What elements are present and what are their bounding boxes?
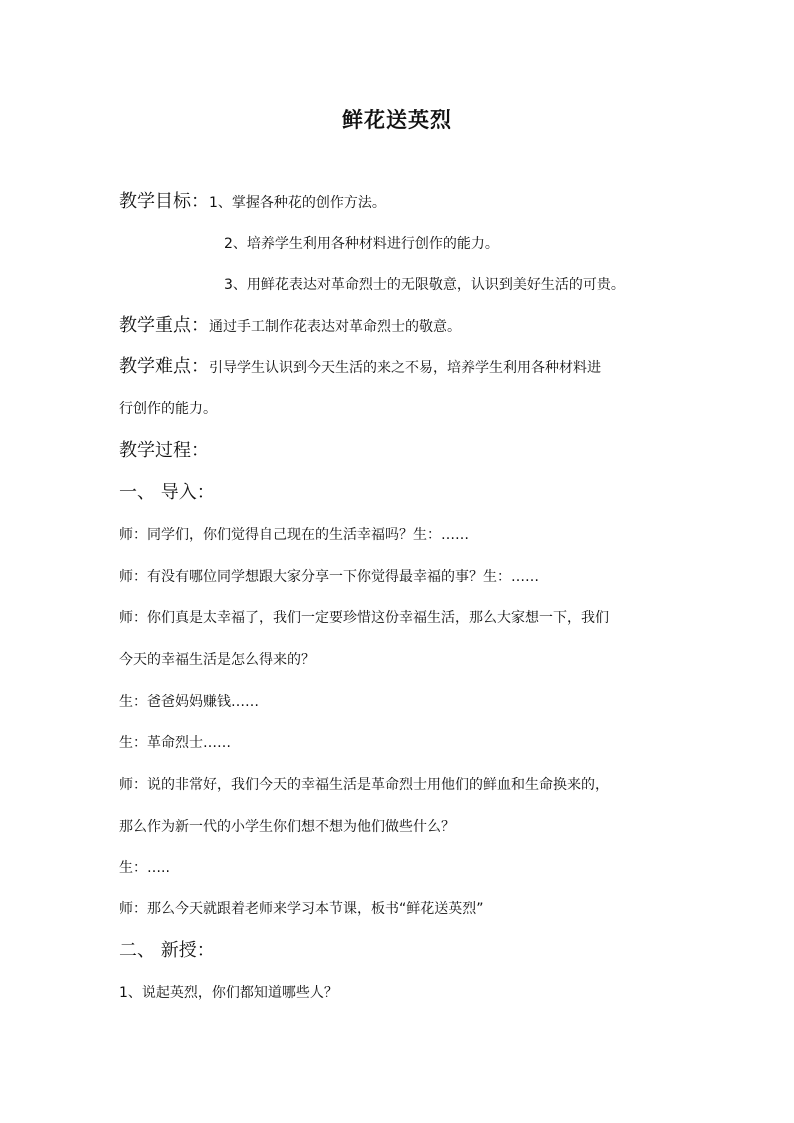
difficulty-label: 教学难点： xyxy=(119,356,209,377)
dialogue-line: 生：革命烈士…… xyxy=(119,735,231,751)
key-point-text: 通过手工制作花表达对革命烈士的敬意。 xyxy=(209,319,461,335)
key-point-line xyxy=(119,316,461,337)
objective-item-2: 2、培养学生利用各种材料进行创作的能力。 xyxy=(224,236,499,252)
document-title: 鲜花送英烈 xyxy=(342,108,452,132)
objective-item-3: 3、用鲜花表达对革命烈士的无限敬意，认识到美好生活的可贵。 xyxy=(224,277,625,293)
dialogue-line: 师：你们真是太幸福了，我们一定要珍惜这份幸福生活，那么大家想一下，我们 xyxy=(119,610,609,626)
dialogue-line: 师：说的非常好，我们今天的幸福生活是革命烈士用他们的鲜血和生命换来的， xyxy=(119,777,609,793)
difficulty-line xyxy=(119,357,601,378)
objective-item-1: 1、掌握各种花的创作方法。 xyxy=(209,195,386,211)
dialogue-line: 生：….. xyxy=(119,860,170,876)
process-label: 教学过程： xyxy=(119,440,209,461)
dialogue-line: 师：有没有哪位同学想跟大家分享一下你觉得最幸福的事？生：…… xyxy=(119,569,539,585)
dialogue-line: 那么作为新一代的小学生你们想不想为他们做些什么？ xyxy=(119,819,455,835)
section-1-heading: 一、 导入： xyxy=(119,482,215,503)
question-1: 1、说起英烈，你们都知道哪些人？ xyxy=(119,985,338,1001)
section-2-heading: 二、 新授： xyxy=(119,940,215,961)
dialogue-line: 师：那么今天就跟着老师来学习本节课，板书“鲜花送英烈” xyxy=(119,901,484,917)
dialogue-line: 生：爸爸妈妈赚钱…… xyxy=(119,694,259,710)
difficulty-text-1: 引导学生认识到今天生活的来之不易，培养学生利用各种材料进 xyxy=(209,360,601,376)
key-point-label: 教学重点： xyxy=(119,315,209,336)
difficulty-text-2: 行创作的能力。 xyxy=(119,401,217,417)
objectives-line xyxy=(119,192,386,213)
dialogue-line: 今天的幸福生活是怎么得来的？ xyxy=(119,652,315,668)
dialogue-line: 师：同学们，你们觉得自己现在的生活幸福吗？生：…… xyxy=(119,527,469,543)
objectives-label: 教学目标： xyxy=(119,191,209,212)
